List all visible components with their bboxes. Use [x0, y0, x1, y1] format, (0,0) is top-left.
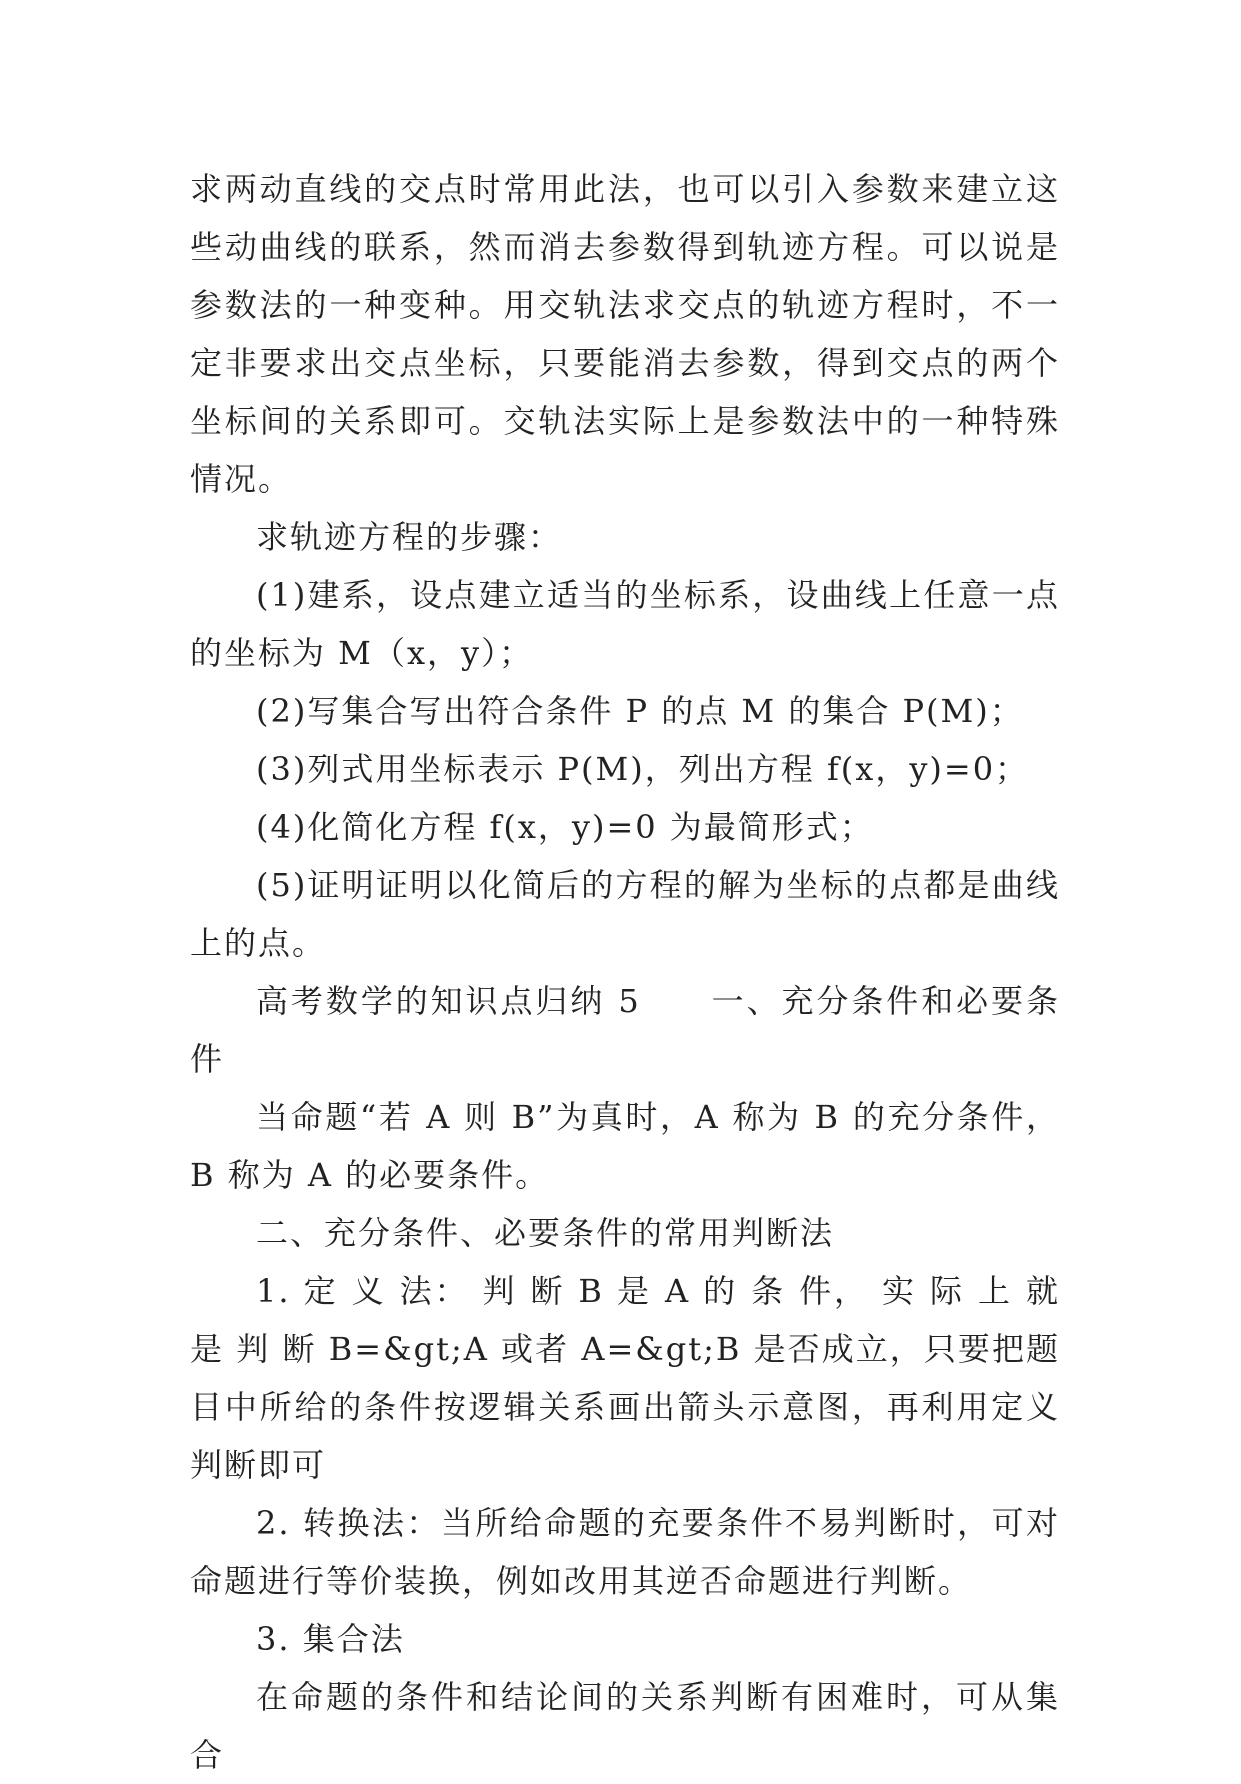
- paragraph-step-3: (3)列式用坐标表示 P(M)，列出方程 f(x，y)=0；: [256, 750, 1030, 788]
- paragraph-step-5: (5)证明证明以化简后的方程的解为坐标的点都是曲线上的点。: [190, 866, 1060, 962]
- section-subheading: 一、充分条件和必要条件: [190, 982, 1060, 1078]
- section-heading: 高考数学的知识点归纳 5: [256, 982, 641, 1020]
- paragraph-method-set: 在命题的条件和结论间的关系判断有困难时，可从集合: [190, 1678, 1060, 1774]
- paragraph-definition: 当命题“若 A 则 B”为真时，A 称为 B 的充分条件，B 称为 A 的必要条件。: [190, 1098, 1060, 1194]
- paragraph-method-conversion: 2. 转换法：当所给命题的充要条件不易判断时，可对命题进行等价装换，例如改用其逆否命题进行判断。: [190, 1504, 1060, 1600]
- section-heading-line: [190, 972, 1060, 1088]
- paragraph-step-4: (4)化简化方程 f(x，y)=0 为最简形式；: [256, 808, 874, 846]
- paragraph-step-2: (2)写集合写出符合条件 P 的点 M 的集合 P(M)；: [256, 692, 1024, 730]
- paragraph-intersection-method: 求两动直线的交点时常用此法，也可以引入参数来建立这些动曲线的联系，然而消去参数得到轨迹方程。可以说是参数法的一种变种。用交轨法求交点的轨迹方程时，不一定非要求出交点坐标，只要能消去参数，得到交点的两个坐标间的关系即可。交轨法实际上是参数法中的一种特殊情况。: [190, 170, 1060, 498]
- paragraph-methods-title: 二、充分条件、必要条件的常用判断法: [256, 1214, 835, 1252]
- paragraph-method-definition: 1. 定 义 法： 判 断 B 是 A 的 条 件， 实 际 上 就 是 判 断 B=&gt;A 或者 A=&gt;B 是否成立，只要把题目中所给的条件按逻辑关系画出箭头示意图，再利用定义判断即可: [190, 1272, 1060, 1484]
- document-body: [190, 160, 1060, 1784]
- paragraph-steps-title: 求轨迹方程的步骤：: [256, 518, 563, 556]
- paragraph-method-set-title: 3. 集合法: [256, 1620, 405, 1658]
- paragraph-step-1: (1)建系，设点建立适当的坐标系，设曲线上任意一点的坐标为 M（x，y）；: [190, 576, 1060, 672]
